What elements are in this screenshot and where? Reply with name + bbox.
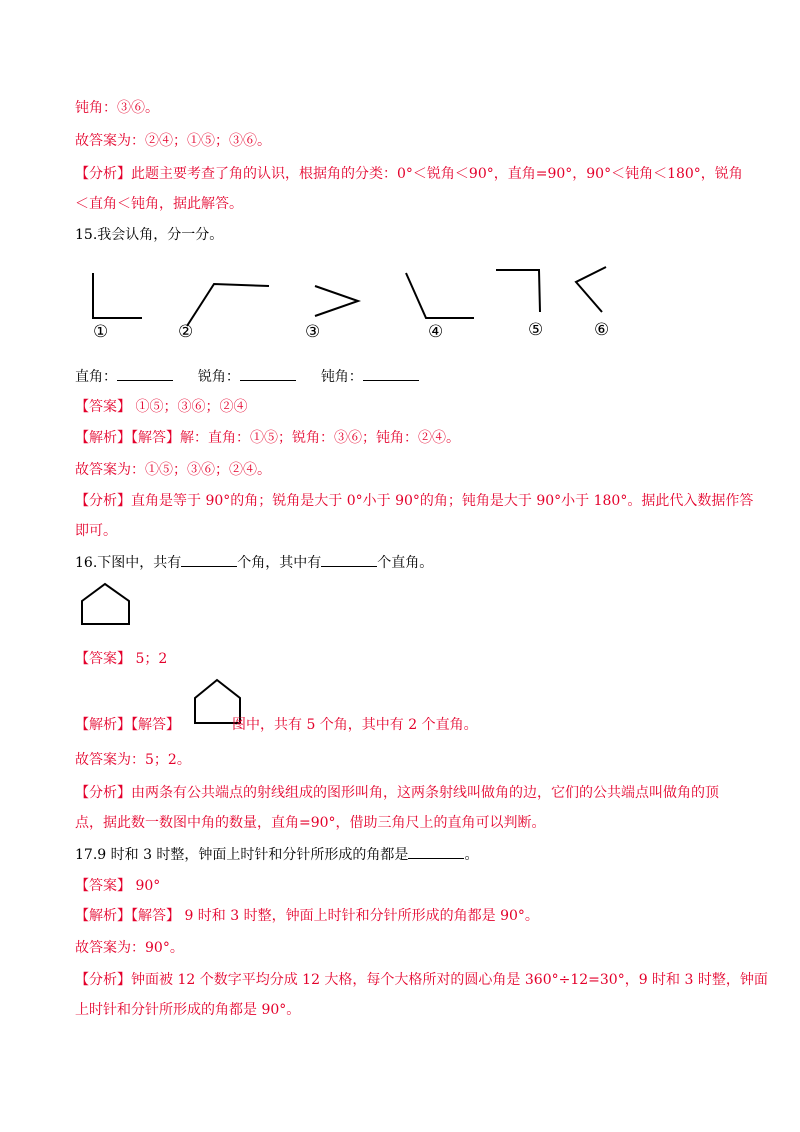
angle-label-1: ① [93, 322, 109, 342]
right-angle-blank[interactable] [117, 366, 173, 381]
q15-answer: 【答案】 ①⑤；③⑥；②④ [75, 399, 248, 415]
obtuse-angle-blank[interactable] [363, 366, 419, 381]
analysis-line-2: ＜直角＜钝角，据此解答。 [75, 196, 243, 212]
q16-blank-1[interactable] [181, 552, 237, 567]
acute-angle-label: 锐角： [197, 369, 240, 385]
angle-figure-3 [305, 283, 365, 345]
q17-summary: 故答案为：90°。 [75, 940, 184, 956]
q15-summary: 故答案为：①⑤；③⑥；②④。 [75, 462, 271, 478]
q16-text-3: 个直角。 [377, 555, 434, 571]
q16-text-2: 个角，其中有 [237, 555, 322, 571]
q16-analysis-1: 【分析】由两条有公共端点的射线组成的图形叫角，这两条射线叫做角的边，它们的公共端点叫做角的顶 [75, 785, 719, 801]
q15-explanation: 【解析】【解答】解：直角：①⑤；锐角：③⑥；钝角：②④。 [75, 430, 460, 446]
q16-explain-prefix: 【解析】【解答】 [75, 717, 180, 733]
angle-label-4: ④ [428, 322, 444, 342]
q17-answer: 【答案】 90° [75, 878, 161, 894]
question-16-title [75, 552, 433, 573]
right-angle-label: 直角： [75, 369, 117, 385]
question-17-title [75, 844, 478, 865]
q15-analysis-1: 【分析】直角是等于 90°的角；锐角是大于 0°小于 90°的角；钝角是大于 90°小于 180°。据此代入数据作答 [75, 493, 754, 509]
question-15-title: 15.我会认角，分一分。 [75, 227, 224, 243]
q17-analysis-1: 【分析】钟面被 12 个数字平均分成 12 大格，每个大格所对的圆心角是 360°÷12=30°，9 时和 3 时整，钟面 [75, 972, 768, 988]
q17-explanation: 【解析】【解答】 9 时和 3 时整，钟面上时针和分针所形成的角都是 90°。 [75, 908, 539, 924]
q16-text-1: 16.下图中，共有 [75, 555, 182, 571]
q16-analysis-2: 点，据此数一数图中角的数量，直角=90°，借助三角尺上的直角可以判断。 [75, 815, 546, 831]
q17-analysis-2: 上时针和分针所形成的角都是 90°。 [75, 1002, 301, 1018]
angle-label-3: ③ [305, 322, 321, 342]
q16-explanation [75, 715, 478, 735]
q16-explain-rest: 图中，共有 5 个角，其中有 2 个直角。 [232, 717, 478, 733]
line-answer-summary: 故答案为：②④；①⑤；③⑥。 [75, 133, 271, 149]
angle-label-6: ⑥ [594, 320, 610, 340]
angle-figure-5 [494, 266, 554, 344]
q17-blank[interactable] [408, 844, 464, 859]
angle-figure-2 [177, 280, 273, 344]
line-obtuse-summary: 钝角：③⑥。 [75, 100, 159, 116]
q17-end: 。 [464, 847, 479, 863]
q16-summary: 故答案为：5；2。 [75, 752, 191, 768]
angle-figure-4 [404, 270, 476, 345]
question-15-blanks [75, 366, 419, 387]
q15-analysis-2: 即可。 [75, 523, 117, 539]
angle-label-2: ② [178, 322, 194, 342]
acute-angle-blank[interactable] [240, 366, 296, 381]
angle-figure-6 [572, 264, 622, 344]
analysis-line-1: 【分析】此题主要考查了角的认识，根据角的分类：0°＜锐角＜90°，直角=90°，90°＜钝角＜180°，锐角 [75, 166, 743, 182]
obtuse-angle-label: 钝角： [320, 369, 363, 385]
pentagon-figure [80, 582, 132, 626]
angle-figure-1 [86, 270, 146, 342]
angle-label-5: ⑤ [528, 320, 544, 340]
q17-text: 17.9 时和 3 时整，钟面上时针和分针所形成的角都是 [75, 847, 409, 863]
q16-answer: 【答案】 5；2 [75, 651, 168, 667]
q16-blank-2[interactable] [321, 552, 377, 567]
